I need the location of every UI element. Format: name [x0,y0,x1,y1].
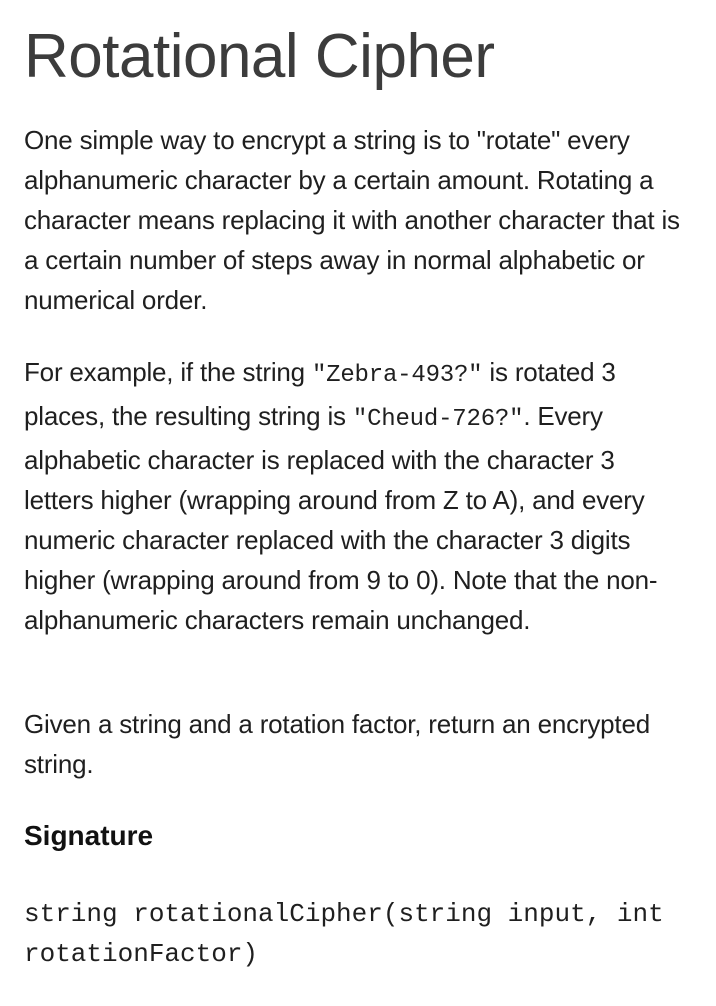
example-text-2: is rotated 3 places, the resulting string is [24,357,616,431]
example-paragraph [24,352,690,640]
example-output-code: "Cheud-726?" [352,406,524,433]
signature-code: string rotationalCipher(string input, int rotationFactor) [24,899,680,969]
task-paragraph: Given a string and a rotation factor, return an encrypted string. [24,709,650,779]
intro-paragraph: One simple way to encrypt a string is to "rotate" every alphanumeric character by a certain amount. Rotating a character means replacing it with another character that is a certain number of steps away in normal alphabetic or numerical order. [24,125,680,315]
page-title: Rotational Cipher [24,22,495,91]
example-text-3: . Every alphabetic character is replaced with the character 3 letters higher (wrapping around from Z to A), and every numeric character replaced with the character 3 digits higher (wrapping around from 9 to 0). Note that the non-alphanumeric characters remain unchanged. [24,401,658,635]
example-text-1: For example, if the string [24,357,312,387]
signature-heading: Signature [24,820,154,851]
example-input-code: "Zebra-493?" [311,362,483,389]
